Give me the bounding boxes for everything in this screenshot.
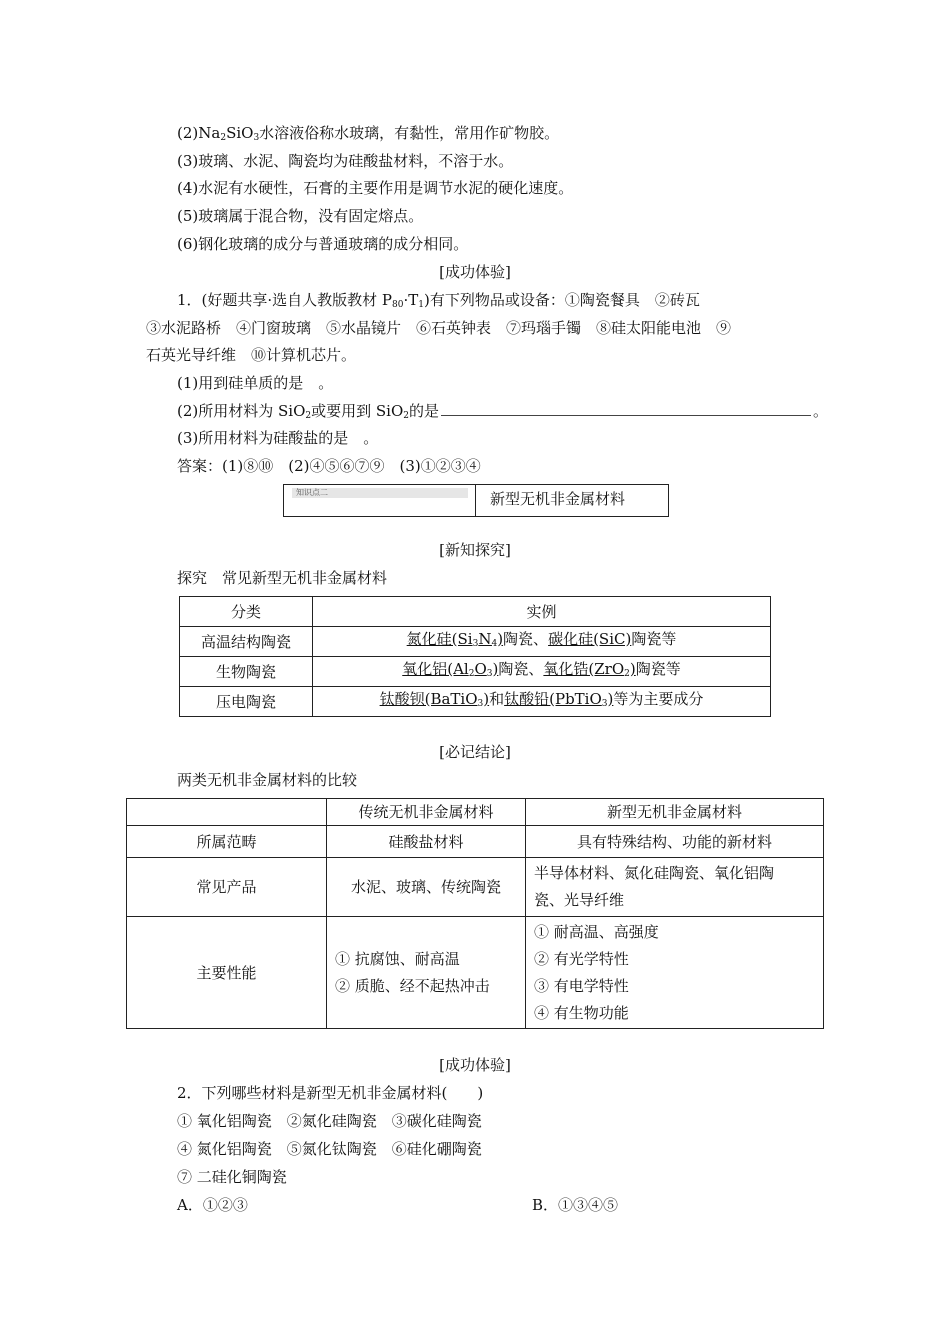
question-1-line-3: 石英光导纤维 ⑩计算机芯片。 bbox=[146, 346, 357, 364]
section-heading-success-2: [成功体验] bbox=[439, 1056, 511, 1074]
table-cell: 半导体材料、氮化硅陶瓷、氧化铝陶 瓷、光导纤维 bbox=[526, 858, 824, 917]
table-cell: 硅酸盐材料 bbox=[327, 826, 526, 858]
table-cell: 水泥、玻璃、传统陶瓷 bbox=[327, 858, 526, 917]
statement-4: (4)水泥有水硬性，石膏的主要作用是调节水泥的硬化速度。 bbox=[177, 179, 574, 197]
section-heading-conclusion: [必记结论] bbox=[439, 743, 511, 761]
question-2-stem: 2．下列哪些材料是新型无机非金属材料( ) bbox=[177, 1084, 484, 1102]
table-header: 新型无机非金属材料 bbox=[526, 799, 824, 826]
question-2-options-1: ① 氧化铝陶瓷 ②氮化硅陶瓷 ③碳化硅陶瓷 bbox=[177, 1112, 482, 1130]
table-row-label: 常见产品 bbox=[127, 858, 327, 917]
statement-2: $(2)Na_2SiO_3$水溶液俗称水玻璃，有黏性，常用作矿物胶。 bbox=[177, 124, 560, 143]
table-header: 分类 bbox=[180, 597, 313, 627]
ceramics-table bbox=[179, 596, 771, 717]
explore-title: 探究 常见新型无机非金属材料 bbox=[177, 569, 388, 587]
table-cell-examples: 钛酸钡(BaTiO$_3$)和钛酸铅(PbTiO$_3$)等为主要成分 bbox=[313, 687, 771, 717]
statement-5: (5)玻璃属于混合物，没有固定熔点。 bbox=[177, 207, 424, 225]
compare-title: 两类无机非金属材料的比较 bbox=[177, 771, 358, 789]
comparison-table bbox=[126, 798, 824, 1029]
question-2-options-2: ④ 氮化铝陶瓷 ⑤氮化钛陶瓷 ⑥硅化硼陶瓷 bbox=[177, 1140, 482, 1158]
statement-3: (3)玻璃、水泥、陶瓷均为硅酸盐材料，不溶于水。 bbox=[177, 152, 514, 170]
choice-a[interactable]: A．①②③ bbox=[177, 1196, 248, 1214]
question-2-options-3: ⑦ 二硅化铜陶瓷 bbox=[177, 1168, 287, 1186]
table-header: 传统无机非金属材料 bbox=[327, 799, 526, 826]
table-header: 实例 bbox=[313, 597, 771, 627]
knowledge-point-box bbox=[283, 484, 669, 517]
table-cell-category: 高温结构陶瓷 bbox=[180, 627, 313, 657]
table-cell-examples: 氧化铝$(Al_2O_3)$陶瓷、氧化锆(ZrO$_2$)陶瓷等 bbox=[313, 657, 771, 687]
table-row-label: 所属范畴 bbox=[127, 826, 327, 858]
statement-6: (6)钢化玻璃的成分与普通玻璃的成分相同。 bbox=[177, 235, 469, 253]
knowledge-point-title: 新型无机非金属材料 bbox=[490, 490, 626, 508]
question-1-sub-1: (1)用到硅单质的是 。 bbox=[177, 374, 334, 392]
table-cell-category: 压电陶瓷 bbox=[180, 687, 313, 717]
choice-b[interactable]: B．①③④⑤ bbox=[532, 1196, 619, 1214]
table-cell: 具有特殊结构、功能的新材料 bbox=[526, 826, 824, 858]
question-1-answer: 答案：(1)⑧⑩ (2)④⑤⑥⑦⑨ (3)①②③④ bbox=[177, 457, 481, 475]
knowledge-point-badge: 知识点二 bbox=[292, 488, 468, 498]
section-heading-success-1: [成功体验] bbox=[439, 263, 511, 281]
table-cell-examples: 氮化硅$(Si_3N_4)$陶瓷、碳化硅(SiC)陶瓷等 bbox=[313, 627, 771, 657]
table-cell-category: 生物陶瓷 bbox=[180, 657, 313, 687]
table-header-empty bbox=[127, 799, 327, 826]
table-cell: ① 抗腐蚀、耐高温 ② 质脆、经不起热冲击 bbox=[327, 917, 526, 1029]
question-1-sub-3: (3)所用材料为硅酸盐的是 。 bbox=[177, 429, 379, 447]
question-1-line-1: 1．(好题共享·选自人教版教材 $P_{80}\cdot T_1$)有下列物品或设备：①陶瓷餐具 ②砖瓦 bbox=[177, 291, 700, 310]
answer-blank bbox=[441, 401, 811, 416]
table-cell: ① 耐高温、高强度 ② 有光学特性 ③ 有电学特性 ④ 有生物功能 bbox=[526, 917, 824, 1029]
table-row-label: 主要性能 bbox=[127, 917, 327, 1029]
section-heading-explore: [新知探究] bbox=[439, 541, 511, 559]
question-1-line-2: ③水泥路桥 ④门窗玻璃 ⑤水晶镜片 ⑥石英钟表 ⑦玛瑙手镯 ⑧硅太阳能电池 ⑨ bbox=[146, 319, 732, 337]
question-1-sub-2: (2)所用材料为 SiO$_2$或要用到 SiO$_2$的是 。 bbox=[177, 402, 829, 421]
